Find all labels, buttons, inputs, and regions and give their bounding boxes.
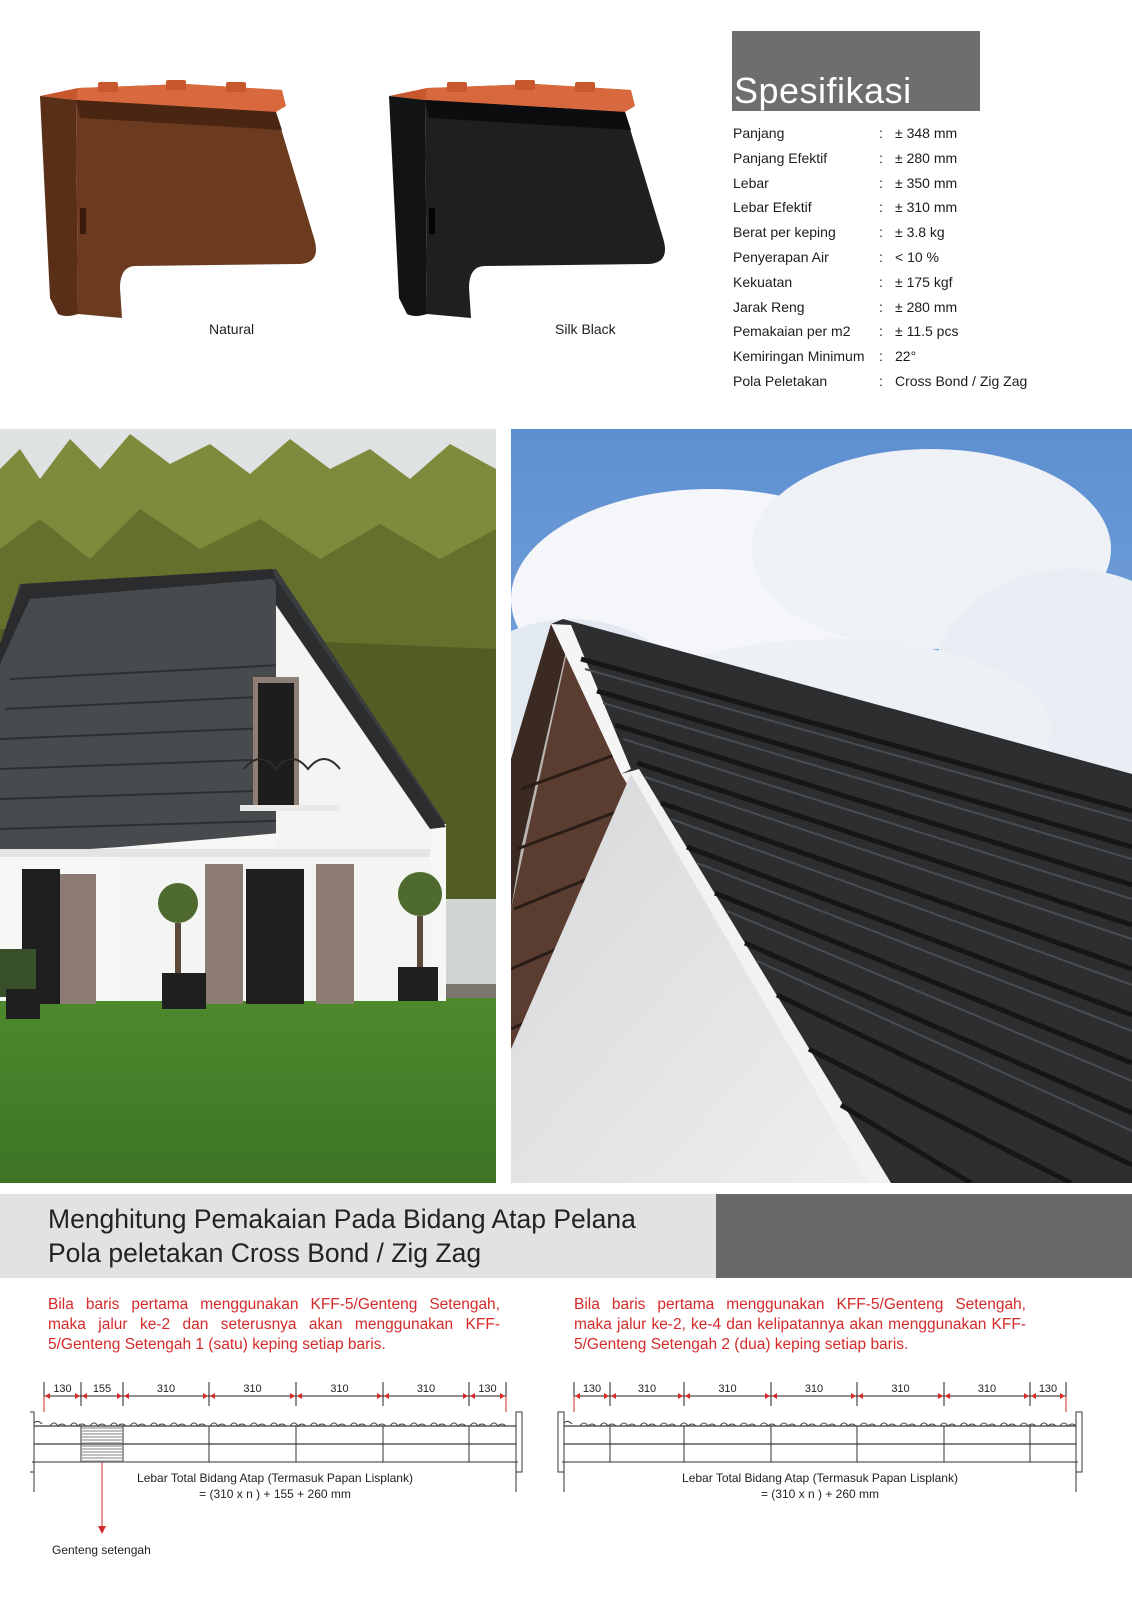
spec-value: < 10 %: [895, 248, 939, 265]
spec-value: Cross Bond / Zig Zag: [895, 372, 1028, 389]
arrow-head: [463, 1393, 468, 1399]
spec-value: ± 280 mm: [895, 149, 958, 166]
section-title-line1: Menghitung Pemakaian Pada Bidang Atap Pelana: [48, 1204, 636, 1234]
arrow-head: [290, 1393, 295, 1399]
dimension-label: 155: [92, 1383, 112, 1395]
arrow-head: [938, 1393, 943, 1399]
end-post-right: [1076, 1412, 1082, 1472]
arrow-head: [1031, 1393, 1036, 1399]
arrow-head: [203, 1393, 208, 1399]
spec-separator: :: [879, 125, 883, 141]
spec-value: ± 11.5 pcs: [895, 323, 959, 340]
spec-header: [732, 31, 980, 111]
arrow-head: [297, 1393, 302, 1399]
arrow-head: [575, 1393, 580, 1399]
arrow-head: [470, 1393, 475, 1399]
spec-value: ± 310 mm: [895, 199, 958, 216]
note-left: Bila baris pertama menggunakan KFF-5/Genteng Setengah, maka jalur ke-2 dan seterusnya akan menggunakan KFF-5/Genteng Setengah 1 (satu) keping setiap baris.: [48, 1296, 500, 1353]
arrow-head: [851, 1393, 856, 1399]
arrow-head: [1024, 1393, 1029, 1399]
diagram-caption-2: = (310 x n ) + 155 + 260 mm: [199, 1487, 351, 1501]
arrow-head: [611, 1393, 616, 1399]
section-title-line2: Pola peletakan Cross Bond / Zig Zag: [48, 1238, 482, 1268]
spec-value: ± 3.8 kg: [895, 224, 945, 241]
arrow-head: [945, 1393, 950, 1399]
dimension-label: 310: [718, 1383, 737, 1395]
spec-separator: :: [879, 348, 883, 365]
spec-separator: :: [879, 224, 883, 241]
spec-separator: :: [879, 174, 883, 191]
spec-key: Berat per keping: [733, 224, 836, 241]
spec-value: ± 280 mm: [895, 298, 958, 315]
end-post-right: [516, 1412, 522, 1472]
roof-photo: [511, 429, 1132, 1183]
section-header: [0, 1194, 716, 1278]
callout-arrow-icon: [98, 1526, 106, 1534]
dimension-label: 130: [53, 1383, 72, 1395]
dimension-label: 310: [243, 1383, 262, 1395]
dimension-label: 130: [478, 1383, 497, 1395]
dimension-label: 310: [416, 1383, 436, 1395]
arrow-head: [45, 1393, 50, 1399]
arrow-head: [604, 1393, 609, 1399]
spec-key: Jarak Reng: [733, 298, 805, 315]
roof-cross-section: [562, 1426, 1078, 1444]
spec-key: Pola Peletakan: [733, 372, 828, 389]
arrow-head: [858, 1393, 863, 1399]
callout-label: Genteng setengah: [52, 1543, 151, 1557]
spec-separator: :: [879, 273, 883, 290]
tile-natural-image: [36, 78, 316, 328]
arrow-head: [500, 1393, 505, 1399]
spec-separator: :: [879, 199, 883, 216]
section-header-dark-block: [716, 1194, 1132, 1278]
spec-separator: :: [879, 298, 883, 315]
spec-key: Pemakaian per m2: [733, 323, 851, 340]
tile-label-natural: Natural: [209, 321, 255, 337]
house-photo: [0, 429, 496, 1183]
arrow-head: [685, 1393, 690, 1399]
spec-value: ± 348 mm: [895, 125, 958, 141]
spec-value: ± 350 mm: [895, 174, 958, 191]
spec-separator: :: [879, 372, 883, 389]
arrow-head: [1060, 1393, 1065, 1399]
roof-cross-section: [32, 1426, 518, 1444]
arrow-head: [384, 1393, 389, 1399]
diagram-caption-1: Lebar Total Bidang Atap (Termasuk Papan Lisplank): [682, 1471, 958, 1485]
spec-key: Kemiringan Minimum: [733, 348, 865, 365]
spec-separator: :: [879, 149, 883, 166]
diagram-caption-2: = (310 x n ) + 260 mm: [760, 1487, 880, 1501]
spec-value: 22°: [895, 348, 917, 365]
diagram-left: [30, 1382, 540, 1582]
end-post-left: [558, 1412, 564, 1472]
arrow-head: [82, 1393, 87, 1399]
spec-title: Spesifikasi: [734, 70, 912, 111]
arrow-head: [377, 1393, 382, 1399]
dimension-label: 130: [582, 1383, 602, 1395]
arrow-head: [678, 1393, 683, 1399]
dimension-label: 310: [891, 1383, 910, 1395]
arrow-head: [772, 1393, 777, 1399]
spec-key: Penyerapan Air: [733, 248, 829, 265]
diagram-right: [554, 1382, 1114, 1542]
dimension-label: 310: [156, 1383, 176, 1395]
arrow-head: [117, 1393, 122, 1399]
spec-value: ± 175 kgf: [895, 273, 953, 290]
spec-separator: :: [879, 248, 883, 265]
dimension-label: 310: [330, 1383, 349, 1395]
tile-label-silk-black: Silk Black: [555, 321, 616, 337]
diagram-caption-1: Lebar Total Bidang Atap (Termasuk Papan Lisplank): [137, 1471, 413, 1485]
arrow-head: [765, 1393, 770, 1399]
spec-key: Lebar Efektif: [733, 199, 812, 216]
note-right: Bila baris pertama menggunakan KFF-5/Genteng Setengah, maka jalur ke-2, ke-4 dan kelipatannya akan menggunakan KFF-5/Genteng Setengah 2 (dua) keping setiap baris.: [574, 1296, 1026, 1353]
arrow-head: [124, 1393, 129, 1399]
arrow-head: [210, 1393, 215, 1399]
arrow-head: [75, 1393, 80, 1399]
end-post-left: [30, 1412, 34, 1472]
dimension-label: 310: [804, 1383, 824, 1395]
dimension-label: 130: [1038, 1383, 1058, 1395]
dimension-label: 310: [977, 1383, 997, 1395]
spec-key: Lebar: [733, 174, 769, 191]
spec-key: Kekuatan: [733, 273, 793, 290]
spec-separator: :: [879, 323, 883, 340]
spec-key: Panjang: [733, 125, 785, 141]
tile-silk-black-image: [385, 78, 665, 328]
dimension-label: 310: [637, 1383, 657, 1395]
spec-key: Panjang Efektif: [733, 149, 828, 166]
